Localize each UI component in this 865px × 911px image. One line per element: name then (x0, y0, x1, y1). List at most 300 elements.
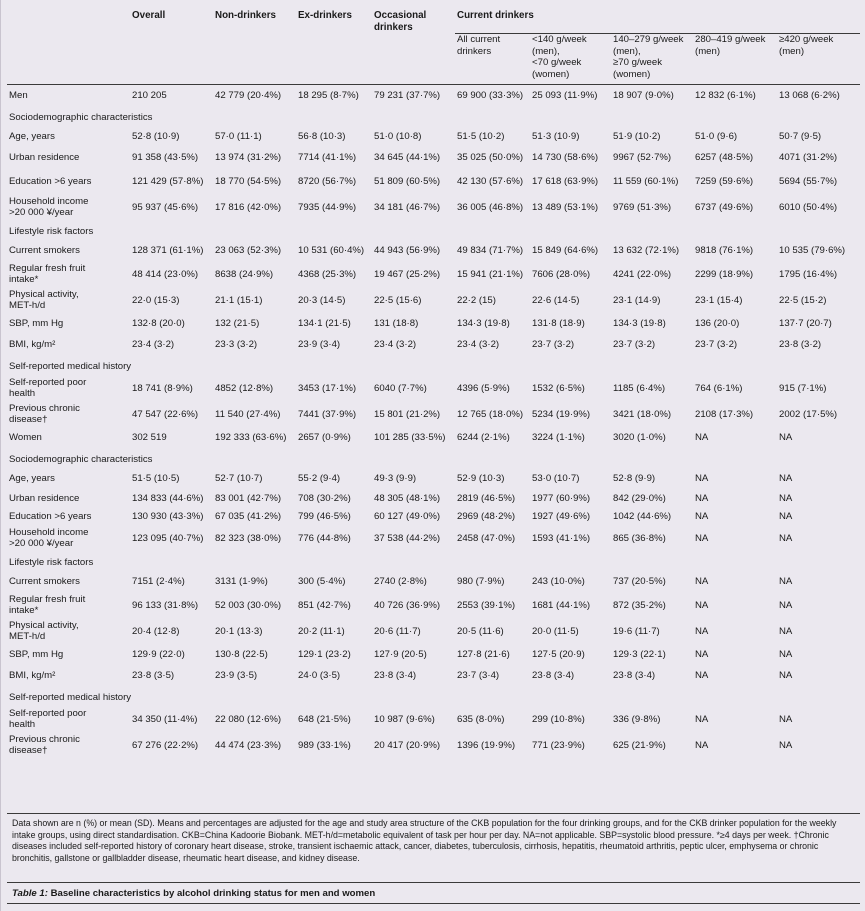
table-cell: 708 (30·2%) (298, 492, 351, 504)
table-cell: 2740 (2·8%) (374, 576, 427, 588)
table-cell: 136 (20·0) (695, 318, 740, 330)
table-cell: 91 358 (43·5%) (132, 152, 199, 164)
table-cell: 3131 (1·9%) (215, 576, 268, 588)
table-cell: 17 816 (42·0%) (215, 201, 282, 213)
table-row (7, 618, 860, 644)
table-row (7, 401, 860, 427)
table-cell: 5234 (19·9%) (532, 408, 591, 420)
table-cell: 11 559 (60·1%) (613, 175, 679, 187)
table-cell: 9967 (52·7%) (613, 152, 672, 164)
table-cell: 1977 (60·9%) (532, 492, 591, 504)
table-row (7, 507, 860, 525)
row-label-line: Regular fresh fruit (9, 262, 86, 274)
table-cell: 25 093 (11·9%) (532, 90, 598, 102)
table-cell: 128 371 (61·1%) (132, 245, 204, 257)
table-cell: 4396 (5·9%) (457, 382, 510, 394)
row-label-line: SBP, mm Hg (9, 649, 64, 661)
table-cell: 15 849 (64·6%) (532, 245, 599, 257)
table-cell: 19·6 (11·7) (613, 625, 660, 637)
table-cell: 23·9 (3·4) (298, 339, 341, 351)
table-cell: 23·7 (3·2) (695, 339, 738, 351)
table-cell: 336 (9·8%) (613, 713, 661, 725)
table-cell: NA (779, 739, 793, 751)
subheader-cell (455, 34, 530, 85)
table-cell: 13 974 (31·2%) (215, 152, 282, 164)
table-cell: 18 907 (9·0%) (613, 90, 674, 102)
row-label: Women (9, 432, 42, 444)
table-cell: 302 519 (132, 432, 167, 444)
table-cell: 771 (23·9%) (532, 739, 585, 751)
row-label-line: BMI, kg/m² (9, 339, 56, 351)
table-cell: 23·8 (3·2) (779, 339, 822, 351)
table-cell: 23·1 (14·9) (613, 294, 661, 306)
table-row (7, 489, 860, 507)
row-label-line: Previous chronic (9, 733, 80, 745)
table-cell: 52·9 (10·3) (457, 473, 505, 485)
table-cell: 23·7 (3·2) (532, 339, 575, 351)
table-cell: 129·3 (22·1) (613, 649, 666, 661)
table-cell: 35 025 (50·0%) (457, 152, 524, 164)
table-cell: 6040 (7·7%) (374, 382, 427, 394)
table-cell: NA (695, 492, 709, 504)
table-cell: 24·0 (3·5) (298, 670, 341, 682)
table-title-label: Table 1: (12, 888, 48, 899)
subheader-line: All current (457, 34, 501, 46)
table-cell: 1795 (16·4%) (779, 268, 838, 280)
table-cell: 23·8 (3·4) (613, 670, 656, 682)
subheader-cell (777, 34, 860, 85)
table-cell: 6257 (48·5%) (695, 152, 754, 164)
table-cell: 915 (7·1%) (779, 382, 827, 394)
table-cell: 52·8 (9·9) (613, 473, 656, 485)
header-overall: Overall (132, 10, 166, 21)
header-blank (7, 8, 130, 34)
table-cell: 11 540 (27·4%) (215, 408, 281, 420)
group-heading: Self-reported medical history (9, 691, 132, 703)
table-cell: NA (695, 625, 709, 637)
row-label (7, 401, 130, 427)
table-cell: 3020 (1·0%) (613, 432, 666, 444)
row-label (7, 375, 130, 401)
row-label-line: >20 000 ¥/year (9, 538, 74, 550)
row-label (7, 489, 130, 507)
table-cell: 776 (44·8%) (298, 532, 351, 544)
table-cell: 20·4 (12·8) (132, 625, 180, 637)
row-label (7, 644, 130, 665)
table-title (7, 882, 860, 904)
table-cell: 53·0 (10·7) (532, 473, 580, 485)
table-cell: 23·8 (3·5) (132, 670, 175, 682)
row-label-line: Urban residence (9, 492, 80, 504)
row-label-line: Urban residence (9, 152, 80, 164)
table-cell: 51·3 (10·9) (532, 131, 580, 143)
table-cell: 23·7 (3·4) (457, 670, 500, 682)
table-cell: 56·8 (10·3) (298, 131, 346, 143)
table-cell: 123 095 (40·7%) (132, 532, 204, 544)
subheader-line: 140–279 g/week (613, 34, 684, 46)
table-cell: NA (779, 625, 793, 637)
table-cell: 4071 (31·2%) (779, 152, 838, 164)
table-cell: NA (779, 432, 793, 444)
table-cell: 20·2 (11·1) (298, 625, 345, 637)
table-cell: 12 832 (6·1%) (695, 90, 756, 102)
subheader-line: ≥420 g/week (779, 34, 834, 46)
table-cell: 243 (10·0%) (532, 576, 585, 588)
table-cell: NA (695, 670, 709, 682)
table-cell: 131 (18·8) (374, 318, 419, 330)
table-row (7, 706, 860, 732)
table-cell: 23·7 (3·2) (613, 339, 656, 351)
subheader-line: (men) (695, 45, 721, 57)
table-cell: 69 900 (33·3%) (457, 90, 524, 102)
table-cell: NA (695, 739, 709, 751)
table-cell: NA (779, 532, 793, 544)
table-cell: 19 467 (25·2%) (374, 268, 441, 280)
row-label-line: Household income (9, 526, 89, 538)
table-title-text: Baseline characteristics by alcohol drinking status for men and women (47, 888, 376, 899)
subheader-line: drinkers (457, 45, 492, 57)
table-cell: 44 943 (56·9%) (374, 245, 441, 257)
table-cell: 48 414 (23·0%) (132, 268, 199, 280)
table-cell: NA (779, 599, 793, 611)
row-label-line: Regular fresh fruit (9, 593, 86, 605)
table-cell: 6244 (2·1%) (457, 432, 510, 444)
table-cell: 22·6 (14·5) (532, 294, 580, 306)
table-cell: 134 833 (44·6%) (132, 492, 204, 504)
table-cell: 1396 (19·9%) (457, 739, 516, 751)
table-row (7, 261, 860, 287)
table-cell: 67 035 (41·2%) (215, 510, 282, 522)
table-cell: 4241 (22·0%) (613, 268, 672, 280)
table-cell: NA (695, 649, 709, 661)
table-cell: 129·9 (22·0) (132, 649, 185, 661)
table-cell: 22·2 (15) (457, 294, 496, 306)
table-cell: 299 (10·8%) (532, 713, 585, 725)
table-cell: 137·7 (20·7) (779, 318, 832, 330)
subheader-line: 280–419 g/week (695, 34, 766, 46)
header-row (7, 8, 860, 34)
row-label-line: health (9, 719, 36, 731)
table-cell: 132·8 (20·0) (132, 318, 185, 330)
table-cell: 10 531 (60·4%) (298, 245, 365, 257)
table-cell: NA (779, 473, 793, 485)
table-cell: 1185 (6·4%) (613, 382, 666, 394)
table-cell: 67 276 (22·2%) (132, 739, 199, 751)
table-cell: 21·1 (15·1) (215, 294, 263, 306)
table-row (7, 468, 860, 489)
table-cell: 192 333 (63·6%) (215, 432, 287, 444)
table-cell: 95 937 (45·6%) (132, 201, 199, 213)
table-cell: 37 538 (44·2%) (374, 532, 441, 544)
table-cell: 2299 (18·9%) (695, 268, 754, 280)
table-cell: 3421 (18·0%) (613, 408, 672, 420)
table-cell: 83 001 (42·7%) (215, 492, 282, 504)
row-label (7, 706, 130, 732)
table-cell: NA (695, 532, 709, 544)
table-cell: 52·8 (10·9) (132, 131, 180, 143)
row-label-line: intake* (9, 274, 39, 286)
subheader-line: (men), (532, 45, 560, 57)
subheader-row (7, 34, 860, 85)
table-cell: 648 (21·5%) (298, 713, 351, 725)
table-cell: 6737 (49·6%) (695, 201, 754, 213)
table-row (7, 592, 860, 618)
table-cell: 127·9 (20·5) (374, 649, 427, 661)
table-cell: 48 305 (48·1%) (374, 492, 441, 504)
row-label-line: intake* (9, 605, 39, 617)
table-row (7, 194, 860, 220)
baseline-characteristics-table (7, 8, 860, 758)
table-cell: 989 (33·1%) (298, 739, 351, 751)
table-cell: 1681 (44·1%) (532, 599, 591, 611)
row-label (7, 592, 130, 618)
table-cell: 2819 (46·5%) (457, 492, 516, 504)
table-cell: 96 133 (31·8%) (132, 599, 199, 611)
table-cell: 131·8 (18·9) (532, 318, 585, 330)
row-label-line: health (9, 388, 36, 400)
row-label-line: BMI, kg/m² (9, 670, 56, 682)
table-cell: 15 801 (21·2%) (374, 408, 441, 420)
table-cell: 7714 (41·1%) (298, 152, 357, 164)
table-footnote: Data shown are n (%) or mean (SD). Means and percentages are adjusted for the age and study area structure of the CKB population for the four drinking groups, and for the CKB drinker population for the weekly intake groups, using direct standardisation. CKB=China Kadoorie Biobank. MET-h/d=metabolic equivalent of task per hour per day. NA=not applicable. SBP=systolic blood pressure. *≥4 days per week. †Chronic diseases included self-reported history of coronary heart disease, stroke, transient ischaemic attack, cancer, diabetes, tuberculosis, cirrhosis, hepatitis, rheumatoid arthritis, peptic ulcer, emphysema or chronic bronchitis, gallstone or gallbladder disease, rheumatic heart disease, and kidney disease. (12, 818, 837, 863)
header-current-drinkers: Current drinkers (455, 8, 860, 34)
table-cell: 12 765 (18·0%) (457, 408, 524, 420)
table-cell: NA (695, 599, 709, 611)
table-cell: 23·4 (3·2) (374, 339, 417, 351)
table-row (7, 665, 860, 686)
table-cell: 1042 (44·6%) (613, 510, 672, 522)
table-cell: 7151 (2·4%) (132, 576, 185, 588)
table-cell: 980 (7·9%) (457, 576, 505, 588)
row-label: Men (9, 90, 28, 102)
table-cell: 1927 (49·6%) (532, 510, 591, 522)
table-cell: 4368 (25·3%) (298, 268, 357, 280)
table-cell: 49·3 (9·9) (374, 473, 417, 485)
table-cell: 23·3 (3·2) (215, 339, 258, 351)
table-cell: 52·7 (10·7) (215, 473, 263, 485)
table-cell: 134·1 (21·5) (298, 318, 351, 330)
row-label-line: disease† (9, 745, 48, 757)
table-cell: 23·9 (3·5) (215, 670, 258, 682)
header-occasional-line1: Occasional (374, 10, 427, 21)
table-cell: 3453 (17·1%) (298, 382, 357, 394)
table-row (7, 732, 860, 758)
row-label (7, 313, 130, 334)
table-cell: 121 429 (57·8%) (132, 175, 204, 187)
sex-total-row (7, 427, 860, 448)
table-cell: 22 080 (12·6%) (215, 713, 282, 725)
row-label-line: Physical activity, (9, 619, 79, 631)
subheader-line: (men), (613, 45, 641, 57)
row-label-line: Physical activity, (9, 288, 79, 300)
subheader-line: <70 g/week (532, 57, 582, 69)
subheader-cell (530, 34, 611, 85)
sex-total-row (7, 85, 860, 107)
table-cell: 14 730 (58·6%) (532, 152, 599, 164)
table-cell: NA (695, 576, 709, 588)
table-cell: 42 130 (57·6%) (457, 175, 524, 187)
table-row (7, 525, 860, 551)
group-heading: Sociodemographic characteristics (9, 453, 153, 465)
group-heading-row (7, 106, 860, 126)
table-row (7, 168, 860, 194)
table-cell: 57·0 (11·1) (215, 131, 262, 143)
row-label-line: disease† (9, 414, 48, 426)
table-cell: 23·8 (3·4) (532, 670, 575, 682)
table-cell: 20·0 (11·5) (532, 625, 579, 637)
table-cell: NA (695, 713, 709, 725)
table-cell: 55·2 (9·4) (298, 473, 341, 485)
table-cell: 134·3 (19·8) (613, 318, 666, 330)
table-cell: 9769 (51·3%) (613, 201, 672, 213)
table-cell: 300 (5·4%) (298, 576, 346, 588)
table-cell: 51·5 (10·5) (132, 473, 180, 485)
table-cell: 49 834 (71·7%) (457, 245, 524, 257)
table-cell: 764 (6·1%) (695, 382, 743, 394)
group-heading: Lifestyle risk factors (9, 225, 94, 237)
table-cell: 130 930 (43·3%) (132, 510, 204, 522)
table-cell: 60 127 (49·0%) (374, 510, 441, 522)
row-label-line: Self-reported poor (9, 707, 87, 719)
table-cell: 34 350 (11·4%) (132, 713, 198, 725)
row-label (7, 147, 130, 168)
table-cell: 23·8 (3·4) (374, 670, 417, 682)
table-cell: 8638 (24·9%) (215, 268, 274, 280)
table-cell: NA (695, 432, 709, 444)
table-cell: 13 632 (72·1%) (613, 245, 680, 257)
row-label-line: >20 000 ¥/year (9, 207, 74, 219)
header-occasional-drinkers (372, 8, 455, 34)
table-cell: 20·1 (13·3) (215, 625, 263, 637)
table-cell: 2657 (0·9%) (298, 432, 351, 444)
table-cell: 799 (46·5%) (298, 510, 351, 522)
table-row (7, 571, 860, 592)
row-label (7, 665, 130, 686)
table-cell: NA (695, 473, 709, 485)
caption-divider (7, 813, 860, 814)
table-cell: 127·8 (21·6) (457, 649, 510, 661)
row-label (7, 571, 130, 592)
table-cell: 42 779 (20·4%) (215, 90, 282, 102)
header-ex-drinkers: Ex-drinkers (298, 10, 352, 21)
table-cell: 36 005 (46·8%) (457, 201, 524, 213)
table-cell: 79 231 (37·7%) (374, 90, 441, 102)
table-cell: 8720 (56·7%) (298, 175, 357, 187)
subheader-line: ≥70 g/week (613, 57, 662, 69)
table-cell: 2458 (47·0%) (457, 532, 516, 544)
subheader-cell (693, 34, 777, 85)
table-cell: 47 547 (22·6%) (132, 408, 199, 420)
group-heading-row (7, 355, 860, 375)
table-cell: 2969 (48·2%) (457, 510, 516, 522)
table-cell: 210 205 (132, 90, 167, 102)
table-cell: 18 295 (8·7%) (298, 90, 359, 102)
table-cell: 20 417 (20·9%) (374, 739, 441, 751)
group-heading-row (7, 220, 860, 240)
table-cell: 7935 (44·9%) (298, 201, 357, 213)
table-cell: 51·0 (9·6) (695, 131, 738, 143)
table-cell: 737 (20·5%) (613, 576, 666, 588)
table-cell: NA (779, 713, 793, 725)
table-cell: 51 809 (60·5%) (374, 175, 441, 187)
table-cell: 7259 (59·6%) (695, 175, 754, 187)
header-non-drinkers: Non-drinkers (215, 10, 276, 21)
table-cell: 17 618 (63·9%) (532, 175, 599, 187)
group-heading-row (7, 551, 860, 571)
table-cell: 20·5 (11·6) (457, 625, 504, 637)
table-row (7, 240, 860, 261)
table-cell: 2002 (17·5%) (779, 408, 838, 420)
table-cell: 10 987 (9·6%) (374, 713, 435, 725)
table-cell: 4852 (12·8%) (215, 382, 274, 394)
table-cell: NA (779, 576, 793, 588)
row-label-line: Education >6 years (9, 175, 92, 187)
table-cell: 82 323 (38·0%) (215, 532, 282, 544)
row-label-line: Previous chronic (9, 402, 80, 414)
row-label (7, 126, 130, 147)
group-heading: Self-reported medical history (9, 360, 132, 372)
table-cell: NA (779, 670, 793, 682)
table-cell: 872 (35·2%) (613, 599, 666, 611)
table-row (7, 644, 860, 665)
table-cell: 851 (42·7%) (298, 599, 351, 611)
row-label (7, 168, 130, 194)
row-label-line: Age, years (9, 473, 55, 485)
table-body (7, 85, 860, 759)
table-cell: 22·5 (15·6) (374, 294, 422, 306)
table-cell: 18 741 (8·9%) (132, 382, 193, 394)
header-occasional-line2: drinkers (374, 21, 413, 33)
table-cell: 20·3 (14·5) (298, 294, 346, 306)
row-label (7, 732, 130, 758)
row-label (7, 194, 130, 220)
table-cell: 13 489 (53·1%) (532, 201, 599, 213)
row-label-line: Age, years (9, 131, 55, 143)
row-label-line: Self-reported poor (9, 376, 87, 388)
group-heading: Sociodemographic characteristics (9, 111, 153, 123)
subheader-cell (611, 34, 693, 85)
table-cell: 865 (36·8%) (613, 532, 666, 544)
table-cell: 130·8 (22·5) (215, 649, 268, 661)
table-cell: 635 (8·0%) (457, 713, 505, 725)
table-cell: 40 726 (36·9%) (374, 599, 441, 611)
table-cell: 34 181 (46·7%) (374, 201, 441, 213)
table-cell: 18 770 (54·5%) (215, 175, 282, 187)
table-cell: 51·0 (10·8) (374, 131, 422, 143)
row-label-line: Current smokers (9, 245, 80, 257)
row-label (7, 525, 130, 551)
table-cell: 842 (29·0%) (613, 492, 666, 504)
table-row (7, 126, 860, 147)
table-cell: 50·7 (9·5) (779, 131, 822, 143)
row-label (7, 334, 130, 355)
table-cell: 23·1 (15·4) (695, 294, 743, 306)
subheader-line: (women) (613, 68, 651, 80)
table-cell: 625 (21·9%) (613, 739, 666, 751)
row-label-line: Education >6 years (9, 510, 92, 522)
table-cell: 23·4 (3·2) (457, 339, 500, 351)
table-cell: 20·6 (11·7) (374, 625, 421, 637)
table-cell: 22·5 (15·2) (779, 294, 827, 306)
group-heading-row (7, 448, 860, 468)
table-cell: 51·9 (10·2) (613, 131, 661, 143)
table-cell: 23 063 (52·3%) (215, 245, 282, 257)
subheader-line: (women) (532, 68, 570, 80)
table-cell: 1593 (41·1%) (532, 532, 591, 544)
table-cell: 9818 (76·1%) (695, 245, 754, 257)
row-label (7, 618, 130, 644)
table-cell: 5694 (55·7%) (779, 175, 838, 187)
